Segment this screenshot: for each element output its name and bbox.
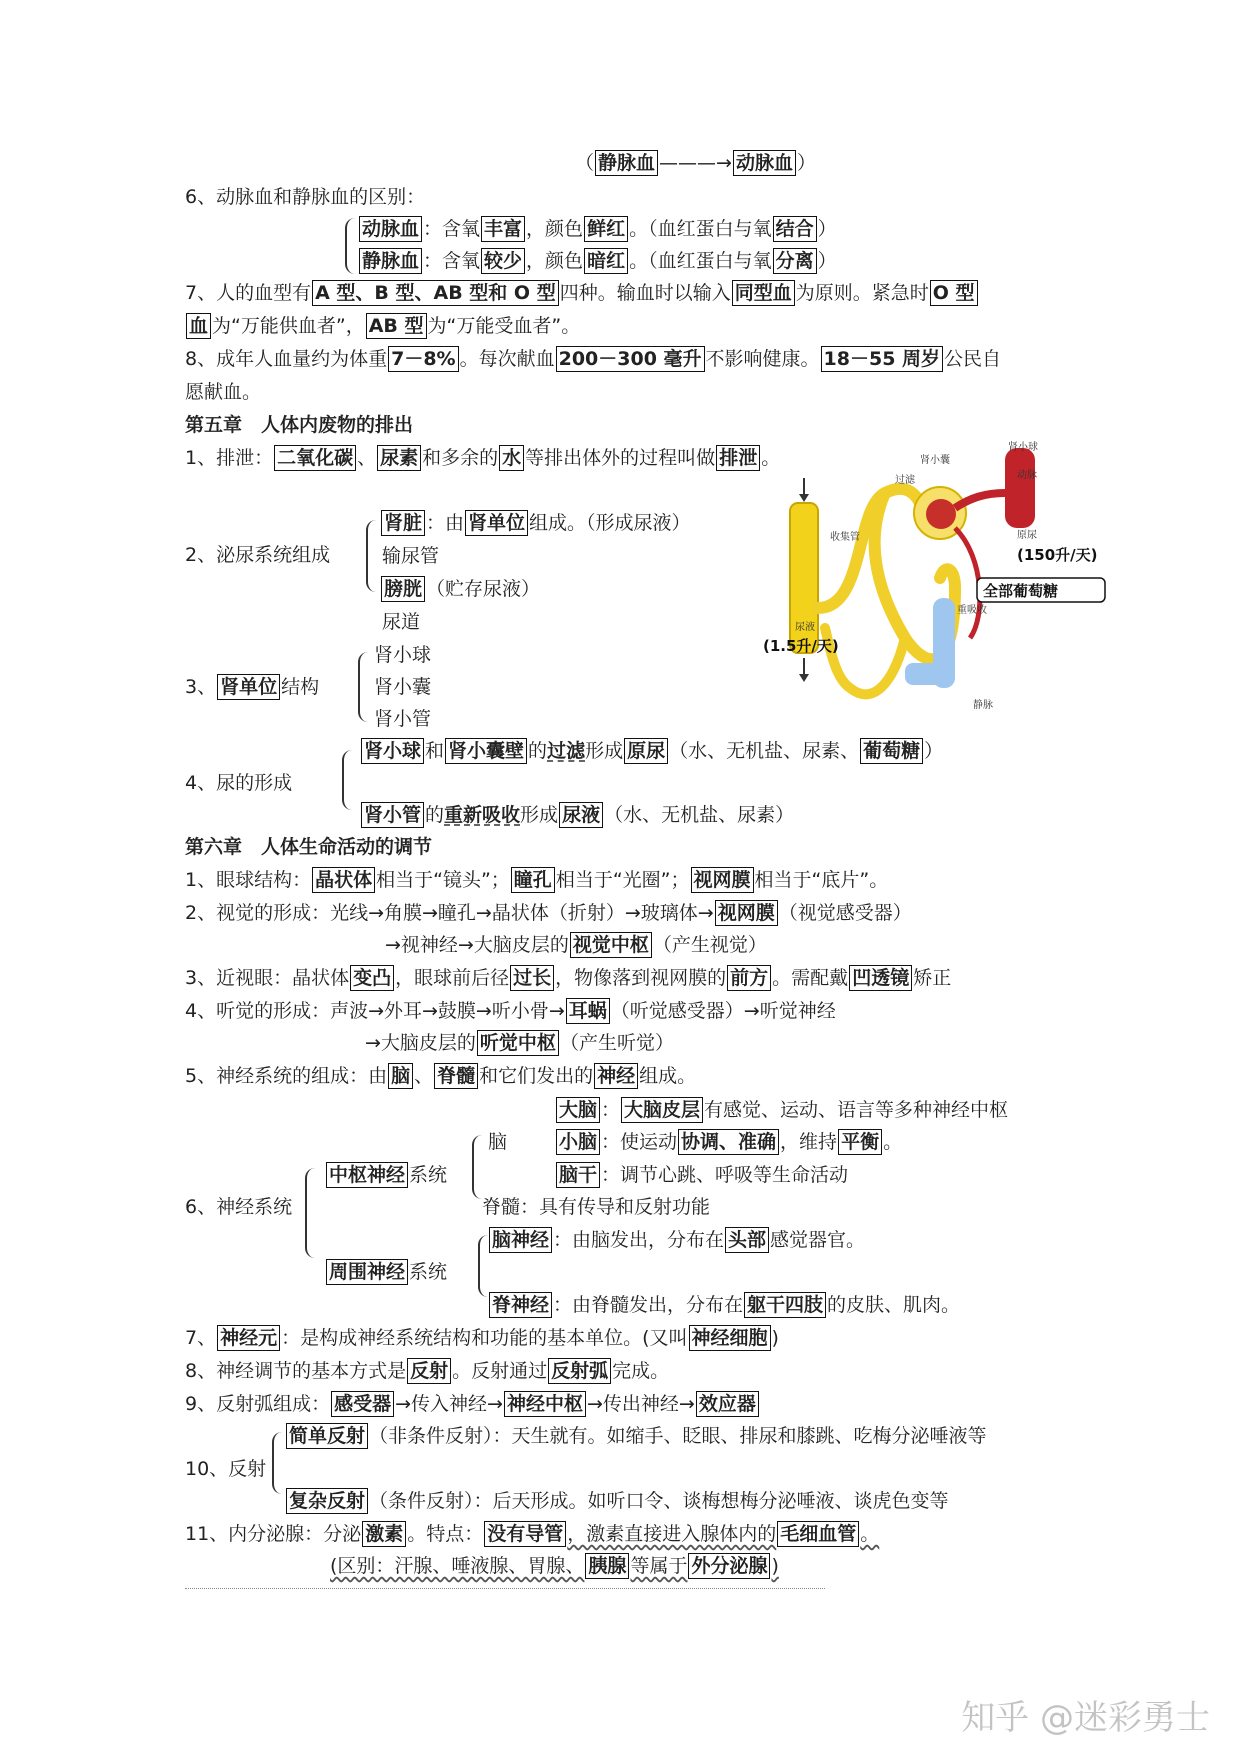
c5s4-row1: 肾小球 和 肾小囊壁 的过滤形成 原尿 （水、无机盐、尿素、 葡萄糖 ） (360, 736, 943, 766)
brace (342, 750, 354, 810)
nephron-diagram (755, 438, 1125, 720)
c6s6-title: 6、神经系统 (185, 1196, 293, 1218)
c6s3: 3、近视眼：晶状体 变凸 ，眼球前后径 过长 ，物像落到视网膜的 前方 。需配戴 凹透镜 矫正 (185, 967, 952, 989)
c5s2-item3: 膀胱 （贮存尿液） (380, 574, 540, 604)
s7-line1: 7、人的血型有 A 型、B 型、AB 型和 O 型 四种。输血时以输入 同型血 为原则。紧急时 O 型 (185, 278, 979, 308)
brace (358, 652, 370, 722)
diagram-label: 尿液 (795, 622, 815, 633)
c6s11-line1: 11、内分泌腺：分泌 激素 。特点： 没有导管 ，激素直接进入腺体内的 毛细血管 。 (185, 1523, 880, 1545)
c5s2-item2: 输尿管 (382, 545, 440, 567)
afferent-vessel (955, 493, 1005, 508)
diagram-label: (150升/天) (1017, 546, 1098, 564)
c6s2-line2: →视神经→大脑皮层的 视觉中枢 （产生视觉） (385, 934, 767, 956)
diagram-label: 静脉 (973, 700, 993, 711)
diagram-label: 重吸收 (957, 605, 987, 616)
brain-label: 脑 (488, 1131, 508, 1153)
arrow-head (799, 674, 809, 682)
c5s2-item1: 肾脏 ：由 肾单位 组成。（形成尿液） (380, 508, 691, 538)
spinal-nerve-row: 脊神经 ：由脊髓发出，分布在 躯干四肢 的皮肤、肌肉。 (488, 1290, 960, 1320)
diagram-label: 肾小球 (1008, 442, 1038, 453)
s6-row2: 静脉血 ：含氧 较少 ，颜色 暗红 。（血红蛋白与氧 分离 ） (358, 246, 837, 276)
c6s7: 7、 神经元 ：是构成神经系统结构和功能的基本单位。(又叫 神经细胞 ) (185, 1327, 779, 1349)
c5s4-title: 4、尿的形成 (185, 772, 293, 794)
c5s2-item4: 尿道 (382, 611, 421, 633)
arrow-head (799, 494, 809, 502)
c5s3-title: 3、 肾单位 结构 (185, 676, 320, 698)
diagram-label: 收集管 (830, 532, 860, 543)
diagram-label: 全部葡萄糖 (983, 582, 1059, 600)
chapter6-heading: 第六章 人体生命活动的调节 (185, 836, 433, 858)
c5s3-item3: 肾小管 (374, 708, 432, 730)
c6s11-line2: (区别：汗腺、唾液腺、胃腺、 胰腺 等属于 外分泌腺 ) (330, 1555, 779, 1577)
spinal-cord-label: 脊髓：具有传导和反射功能 (482, 1196, 711, 1218)
artery (1005, 448, 1035, 528)
watermark: 知乎 @迷彩勇士 (961, 1698, 1210, 1738)
brace (272, 1432, 284, 1494)
simple-reflex-row: 简单反射 （非条件反射）：天生就有。如缩手、眨眼、排尿和膝跳、吃梅分泌唾液等 (285, 1421, 987, 1451)
s8-line1: 8、成年人血量约为体重 7－8% 。每次献血 200－300 毫升 不影响健康。 18－55 周岁 公民自 (185, 348, 1002, 370)
wavy-underline (185, 1588, 825, 1589)
c6s8: 8、神经调节的基本方式是 反射 。反射通过 反射弧 完成。 (185, 1360, 670, 1382)
c5s3-item2: 肾小囊 (374, 676, 432, 698)
venous-blood-box: 静脉血 (595, 150, 658, 176)
cns-label: 中枢神经 系统 (325, 1160, 447, 1190)
cerebrum-row: 大脑 ： 大脑皮层 有感觉、运动、语言等多种神经中枢 (555, 1095, 1008, 1125)
c6s4-line2: →大脑皮层的 听觉中枢 （产生听觉） (365, 1032, 674, 1054)
pns-label: 周围神经 系统 (325, 1257, 447, 1287)
chapter5-heading: 第五章 人体内废物的排出 (185, 414, 414, 436)
brace (305, 1168, 319, 1258)
c6s10-title: 10、反射 (185, 1458, 267, 1480)
diagram-label: 动脉 (1017, 470, 1037, 481)
diagram-label: 原尿 (1017, 530, 1037, 541)
c6s4-line1: 4、听觉的形成：声波→外耳→鼓膜→听小骨→ 耳蜗 （听觉感受器）→听觉神经 (185, 1000, 836, 1022)
complex-reflex-row: 复杂反射 （条件反射）：后天形成。如听口令、谈梅想梅分泌唾液、谈虎色变等 (285, 1486, 949, 1516)
diagram-label: 过滤 (895, 475, 915, 486)
arterial-blood-box: 动脉血 (733, 150, 796, 176)
blood-conversion-line: （ 静脉血 ———→ 动脉血 ） (575, 152, 816, 174)
c5s1: 1、排泄： 二氧化碳 、 尿素 和多余的 水 等排出体外的过程叫做 排泄 。 (185, 447, 781, 469)
c6s9: 9、反射弧组成： 感受器 →传入神经→ 神经中枢 →传出神经→ 效应器 (185, 1389, 760, 1419)
brace (472, 1135, 484, 1199)
c5s3-item1: 肾小球 (374, 644, 432, 666)
diagram-label: (1.5升/天) (763, 637, 839, 655)
cerebellum-row: 小脑 ：使运动 协调、准确 ，维持 平衡 。 (555, 1127, 902, 1157)
c6s5: 5、神经系统的组成：由 脑 、 脊髓 和它们发出的 神经 组成。 (185, 1065, 697, 1087)
s8-line2: 愿献血。 (185, 381, 262, 403)
brace (366, 520, 378, 592)
s7-line2: 血 为“万能供血者”， AB 型 为“万能受血者”。 (185, 311, 580, 341)
s6-title: 6、动脉血和静脉血的区别： (185, 186, 426, 208)
vein (933, 598, 955, 688)
c6s2-line1: 2、视觉的形成：光线→角膜→瞳孔→晶状体（折射）→玻璃体→ 视网膜 （视觉感受器） (185, 902, 912, 924)
brainstem-row: 脑干 ：调节心跳、呼吸等生命活动 (555, 1160, 848, 1190)
s6-row1: 动脉血 ：含氧 丰富 ，颜色 鲜红 。（血红蛋白与氧 结合 ） (358, 214, 837, 244)
c5s4-row2: 肾小管 的重新吸收形成 尿液 （水、无机盐、尿素） (360, 800, 794, 830)
diagram-label: 肾小囊 (920, 455, 950, 466)
cranial-nerve-row: 脑神经 ：由脑发出，分布在 头部 感觉器官。 (488, 1225, 865, 1255)
c5s2-title: 2、泌尿系统组成 (185, 544, 331, 566)
brace (345, 218, 357, 274)
c6s1: 1、眼球结构： 晶状体 相当于“镜头”； 瞳孔 相当于“光圈”； 视网膜 相当于“底片”。 (185, 869, 889, 891)
glomerulus (926, 499, 956, 529)
